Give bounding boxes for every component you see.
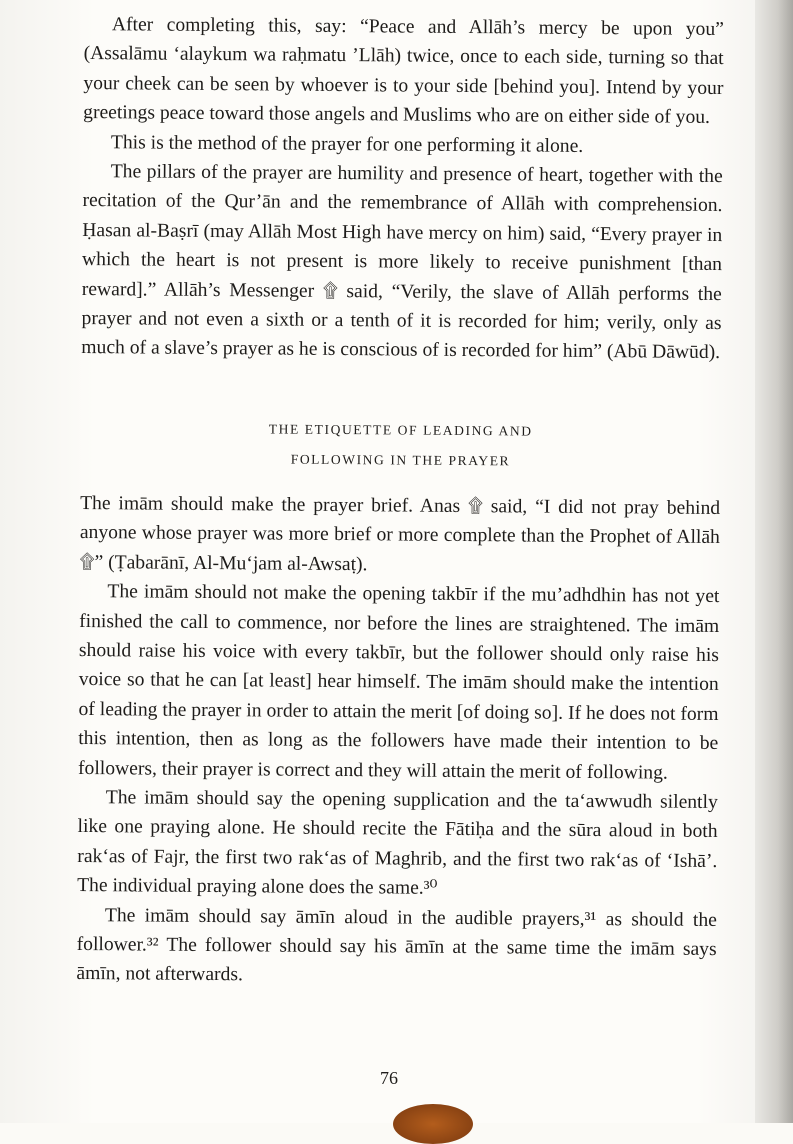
paragraph-pillars: The pillars of the prayer are humility and presence of heart, together with the recitation of the Qur’ān and the remembrance of Allāh with comprehension. Ḥasan al-Baṣrī (may Allāh Most High have mercy on him) said, “Every prayer in which the heart is not present is more likely to receive punishment [than reward].” Allāh’s Messenger ۩ said, “Verily, the slave of Allāh performs the prayer and not even a sixth or a tenth of it is recorded for him; verily, only as much of a slave’s prayer as he is conscious of is recorded for him” (Abū Dāwūd). xyxy=(81,161,723,364)
section-heading xyxy=(80,413,720,478)
paragraph-amin: The imām should say āmīn aloud in the audible prayers,³¹ as should the follower.³² The follower should say his āmīn at the same time the imām says āmīn, not afterwards. xyxy=(76,904,717,986)
paragraph-takbir: The imām should not make the opening takbīr if the mu’adhdhin has not yet finished the call to commence, nor before the lines are straightened. The imām should raise his voice with every takbīr, but the follower should only raise his voice so that he can [at least] hear himself. The imām should make the intention of leading the prayer in order to attain the merit [of doing so]. If he does not form this intention, then as long as the followers have made their intention to be followers, their prayer is correct and they will attain the merit of following. xyxy=(77,581,720,784)
section-heading-line-2: FOLLOWING IN THE PRAYER xyxy=(290,451,511,469)
paragraph-brief-prayer: The imām should make the prayer brief. Anas ۩ said, “I did not pray behind anyone whose prayer was more brief or more complete than the Prophet of Allāh ۩” (Ṭabarānī, Al-Mu‘jam al-Awsaṭ). xyxy=(79,492,721,575)
paragraph-salam: After completing this, say: “Peace and Allāh’s mercy be upon you” (Assalāmu ‘alaykum wa raḥmatu ’Llāh) twice, once to each side, turning so that your cheek can be seen by whoever is to your side [behind you]. Intend by your greetings peace toward those angels and Muslims who are on either side of you. xyxy=(83,14,724,129)
section-heading-line-1: THE ETIQUETTE OF LEADING AND xyxy=(268,421,533,439)
page-edge xyxy=(755,0,793,1123)
paragraph-method: This is the method of the prayer for one performing it alone. xyxy=(110,131,584,157)
paragraph-supplication: The imām should say the opening supplication and the ta‘awwudh silently like one praying alone. He should recite the Fātiḥa and the sūra aloud in both rak‘as of Fajr, the first two rak‘as of Maghrib, and the first two rak‘as of ‘Ishā’. The individual praying alone does the same.³⁰ xyxy=(77,787,718,899)
page-number: 76 xyxy=(380,1068,398,1088)
page-text xyxy=(76,10,724,994)
bookmark-tab xyxy=(393,1104,473,1144)
